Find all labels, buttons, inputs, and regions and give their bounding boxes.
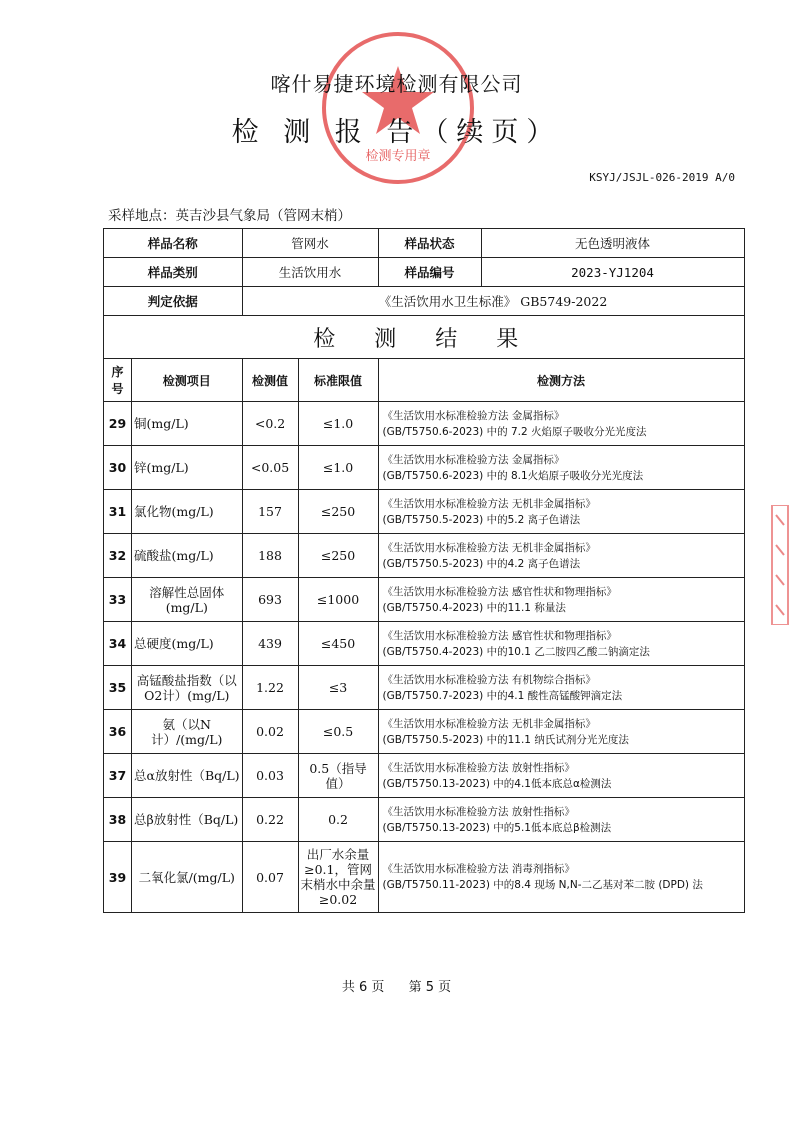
row-item: 高锰酸盐指数（以O2计）(mg/L) — [132, 666, 243, 710]
col-header-limit: 标准限值 — [298, 359, 378, 402]
method-line-1: 《生活饮用水标准检验方法 无机非金属指标》 — [382, 541, 596, 554]
method-line-1: 《生活饮用水标准检验方法 金属指标》 — [382, 453, 565, 466]
row-limit: ≤250 — [298, 490, 378, 534]
row-limit: 0.5（指导值） — [298, 754, 378, 798]
row-method — [378, 578, 744, 622]
row-method — [378, 666, 744, 710]
row-method — [378, 842, 744, 913]
company-name: 喀什易捷环境检测有限公司 — [270, 72, 523, 96]
row-limit: ≤0.5 — [298, 710, 378, 754]
document-code: KSYJ/JSJL-026-2019 A/0 — [589, 171, 735, 184]
sample-no-value: 2023-YJ1204 — [571, 264, 654, 280]
sample-no-label: 样品编号 — [379, 258, 482, 286]
row-method — [378, 534, 744, 578]
sample-state-label: 样品状态 — [379, 229, 482, 257]
row-method — [378, 710, 744, 754]
info-row-basis — [104, 287, 745, 316]
method-line-1: 《生活饮用水标准检验方法 有机物综合指标》 — [382, 673, 596, 686]
table-row — [104, 402, 745, 446]
sample-type-value: 生活饮用水 — [242, 258, 378, 287]
method-line-2: (GB/T5750.5-2023) 中的4.2 离子色谱法 — [382, 557, 581, 570]
method-line-2: (GB/T5750.4-2023) 中的11.1 称量法 — [382, 601, 566, 614]
sample-name-value: 管网水 — [242, 229, 378, 258]
row-method — [378, 798, 744, 842]
sample-type-label: 样品类别 — [104, 258, 243, 287]
method-line-2: (GB/T5750.13-2023) 中的5.1低本底总β检测法 — [382, 821, 612, 834]
table-row — [104, 754, 745, 798]
row-item: 氨（以N计）/(mg/L) — [132, 710, 243, 754]
row-no: 36 — [104, 710, 132, 754]
method-line-2: (GB/T5750.13-2023) 中的4.1低本底总α检测法 — [382, 777, 612, 790]
method-line-1: 《生活饮用水标准检验方法 消毒剂指标》 — [382, 863, 575, 875]
method-line-2: (GB/T5750.6-2023) 中的 7.2 火焰原子吸收分光光度法 — [382, 425, 647, 438]
row-method — [378, 402, 744, 446]
page-footer — [0, 976, 793, 995]
seal-text: 检测专用章 — [365, 149, 431, 164]
total-pages: 共 6 页 — [341, 980, 385, 995]
row-method — [378, 622, 744, 666]
row-value: 0.07 — [242, 842, 298, 913]
method-line-1: 《生活饮用水标准检验方法 无机非金属指标》 — [382, 497, 596, 510]
row-item: 锌(mg/L) — [132, 446, 243, 490]
results-table — [103, 228, 745, 913]
company-seal — [318, 28, 478, 188]
sampling-site: 采样地点：英吉沙县气象局（管网末梢） — [108, 208, 351, 224]
results-title-row — [104, 316, 745, 359]
table-row — [104, 622, 745, 666]
report-title: 检 测 报 告（续页） — [231, 117, 562, 148]
row-item: 总硬度(mg/L) — [132, 622, 243, 666]
row-value: 0.22 — [242, 798, 298, 842]
basis-label: 判定依据 — [104, 287, 243, 316]
row-item: 硫酸盐(mg/L) — [132, 534, 243, 578]
row-limit: ≤1000 — [298, 578, 378, 622]
row-item: 铜(mg/L) — [132, 402, 243, 446]
row-no: 32 — [104, 534, 132, 578]
info-row-sample-type — [104, 258, 745, 287]
row-limit: ≤450 — [298, 622, 378, 666]
row-no: 30 — [104, 446, 132, 490]
sample-state-value: 无色透明液体 — [575, 236, 651, 251]
method-line-1: 《生活饮用水标准检验方法 放射性指标》 — [382, 805, 575, 818]
row-value: 439 — [242, 622, 298, 666]
row-value: 188 — [242, 534, 298, 578]
row-item: 总β放射性（Bq/L) — [132, 798, 243, 842]
col-header-method: 检测方法 — [378, 359, 744, 402]
row-method — [378, 490, 744, 534]
method-line-2: (GB/T5750.7-2023) 中的4.1 酸性高锰酸钾滴定法 — [382, 689, 623, 702]
row-no: 31 — [104, 490, 132, 534]
row-no: 29 — [104, 402, 132, 446]
row-value: 0.02 — [242, 710, 298, 754]
method-line-1: 《生活饮用水标准检验方法 放射性指标》 — [382, 761, 575, 774]
col-header-value: 检测值 — [242, 359, 298, 402]
row-item: 氯化物(mg/L) — [132, 490, 243, 534]
row-no: 37 — [104, 754, 132, 798]
method-line-2: (GB/T5750.5-2023) 中的11.1 纳氏试剂分光光度法 — [382, 733, 629, 746]
row-limit: 0.2 — [298, 798, 378, 842]
row-value: 0.03 — [242, 754, 298, 798]
info-row-sample-name — [104, 229, 745, 258]
method-line-1: 《生活饮用水标准检验方法 感官性状和物理指标》 — [382, 629, 617, 642]
method-line-1: 《生活饮用水标准检验方法 金属指标》 — [382, 409, 565, 422]
column-header-row — [104, 359, 745, 402]
method-line-2: (GB/T5750.4-2023) 中的10.1 乙二胺四乙酸二钠滴定法 — [382, 645, 650, 658]
basis-value: 《生活饮用水卫生标准》 GB5749-2022 — [242, 287, 744, 316]
sample-name-label: 样品名称 — [104, 229, 243, 258]
col-header-item: 检测项目 — [132, 359, 243, 402]
table-row — [104, 798, 745, 842]
table-row — [104, 578, 745, 622]
method-line-2: (GB/T5750.5-2023) 中的5.2 离子色谱法 — [382, 513, 581, 526]
row-no: 35 — [104, 666, 132, 710]
row-no: 39 — [104, 842, 132, 913]
method-line-1: 《生活饮用水标准检验方法 感官性状和物理指标》 — [382, 585, 617, 598]
row-method — [378, 446, 744, 490]
row-limit: 出厂水余量≥0.1，管网末梢水中余量≥0.02 — [298, 842, 378, 913]
row-item: 总α放射性（Bq/L) — [132, 754, 243, 798]
row-value: 693 — [242, 578, 298, 622]
row-limit: ≤250 — [298, 534, 378, 578]
row-no: 38 — [104, 798, 132, 842]
row-value: 1.22 — [242, 666, 298, 710]
row-item: 溶解性总固体(mg/L) — [132, 578, 243, 622]
method-line-2: (GB/T5750.6-2023) 中的 8.1火焰原子吸收分光光度法 — [382, 469, 644, 482]
method-line-1: 《生活饮用水标准检验方法 无机非金属指标》 — [382, 717, 596, 730]
row-limit: ≤1.0 — [298, 402, 378, 446]
current-page: 第 5 页 — [408, 980, 452, 995]
row-item: 二氧化氯/(mg/L) — [132, 842, 243, 913]
row-method — [378, 754, 744, 798]
row-limit: ≤3 — [298, 666, 378, 710]
row-value: <0.05 — [242, 446, 298, 490]
row-value: <0.2 — [242, 402, 298, 446]
table-row — [104, 666, 745, 710]
table-row — [104, 842, 745, 913]
seam-stamp — [770, 505, 790, 625]
row-value: 157 — [242, 490, 298, 534]
table-row — [104, 446, 745, 490]
results-title: 检 测 结 果 — [104, 316, 745, 359]
table-row — [104, 490, 745, 534]
table-row — [104, 710, 745, 754]
row-no: 34 — [104, 622, 132, 666]
col-header-no: 序号 — [104, 359, 132, 402]
table-row — [104, 534, 745, 578]
row-limit: ≤1.0 — [298, 446, 378, 490]
row-no: 33 — [104, 578, 132, 622]
method-line-2: (GB/T5750.11-2023) 中的8.4 现场 N,N-二乙基对苯二胺 (DPD) 法 — [382, 879, 703, 891]
